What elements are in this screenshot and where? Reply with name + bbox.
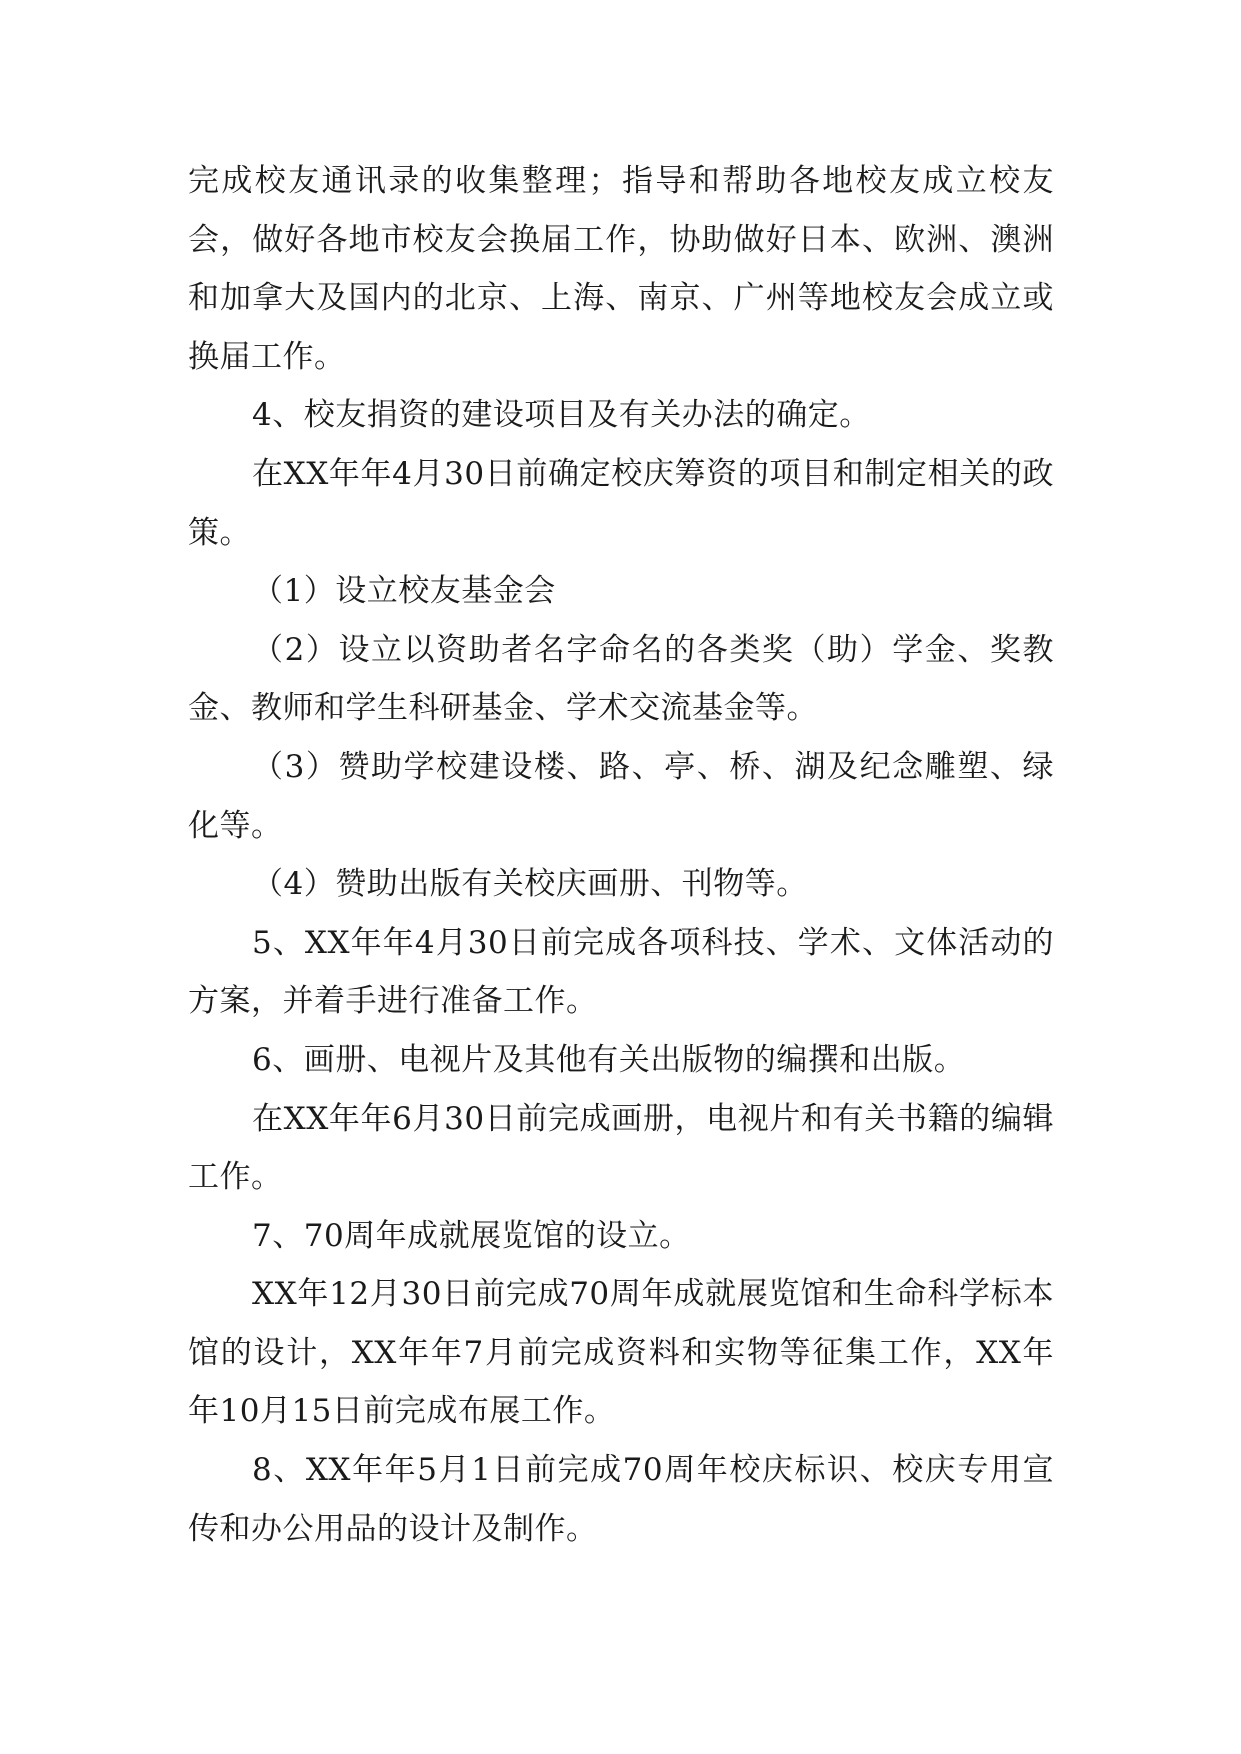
- list-item-publications: （4）赞助出版有关校庆画册、刊物等。: [252, 866, 808, 903]
- paragraph-anniversary-logo: 8、XX年年5月1日前完成70周年校庆标识、校庆专用宣传和办公用品的设计及制作。: [188, 1452, 1054, 1547]
- paragraph-heading-publications: 6、画册、电视片及其他有关出版物的编撰和出版。: [252, 1041, 966, 1078]
- paragraph-exhibition-schedule: XX年12月30日前完成70周年成就展览馆和生命科学标本馆的设计，XX年年7月前完成资料和实物等征集工作，XX年年10月15日前完成布展工作。: [188, 1276, 1054, 1430]
- paragraph-heading-exhibition-hall: 7、70周年成就展览馆的设立。: [252, 1217, 691, 1254]
- paragraph-heading-donation-projects: 4、校友捐资的建设项目及有关办法的确定。: [252, 397, 871, 434]
- paragraph-fundraising-deadline: 在XX年年4月30日前确定校庆筹资的项目和制定相关的政策。: [188, 455, 1054, 551]
- list-item-scholarships: （2）设立以资助者名字命名的各类奖（助）学金、奖教金、教师和学生科研基金、学术交流基金等。: [188, 631, 1054, 727]
- paragraph-alumni-directory: 完成校友通讯录的收集整理；指导和帮助各地校友成立校友会，做好各地市校友会换届工作，协助做好日本、欧洲、澳洲和加拿大及国内的北京、上海、南京、广州等地校友会成立或换届工作。: [188, 163, 1054, 375]
- list-item-campus-construction: （3）赞助学校建设楼、路、亭、桥、湖及纪念雕塑、绿化等。: [188, 748, 1054, 844]
- paragraph-album-deadline: 在XX年年6月30日前完成画册，电视片和有关书籍的编辑工作。: [188, 1100, 1054, 1196]
- paragraph-activity-plans: 5、XX年年4月30日前完成各项科技、学术、文体活动的方案，并着手进行准备工作。: [188, 924, 1054, 1020]
- list-item-alumni-foundation: （1）设立校友基金会: [252, 573, 556, 610]
- document-body: [188, 152, 1054, 1558]
